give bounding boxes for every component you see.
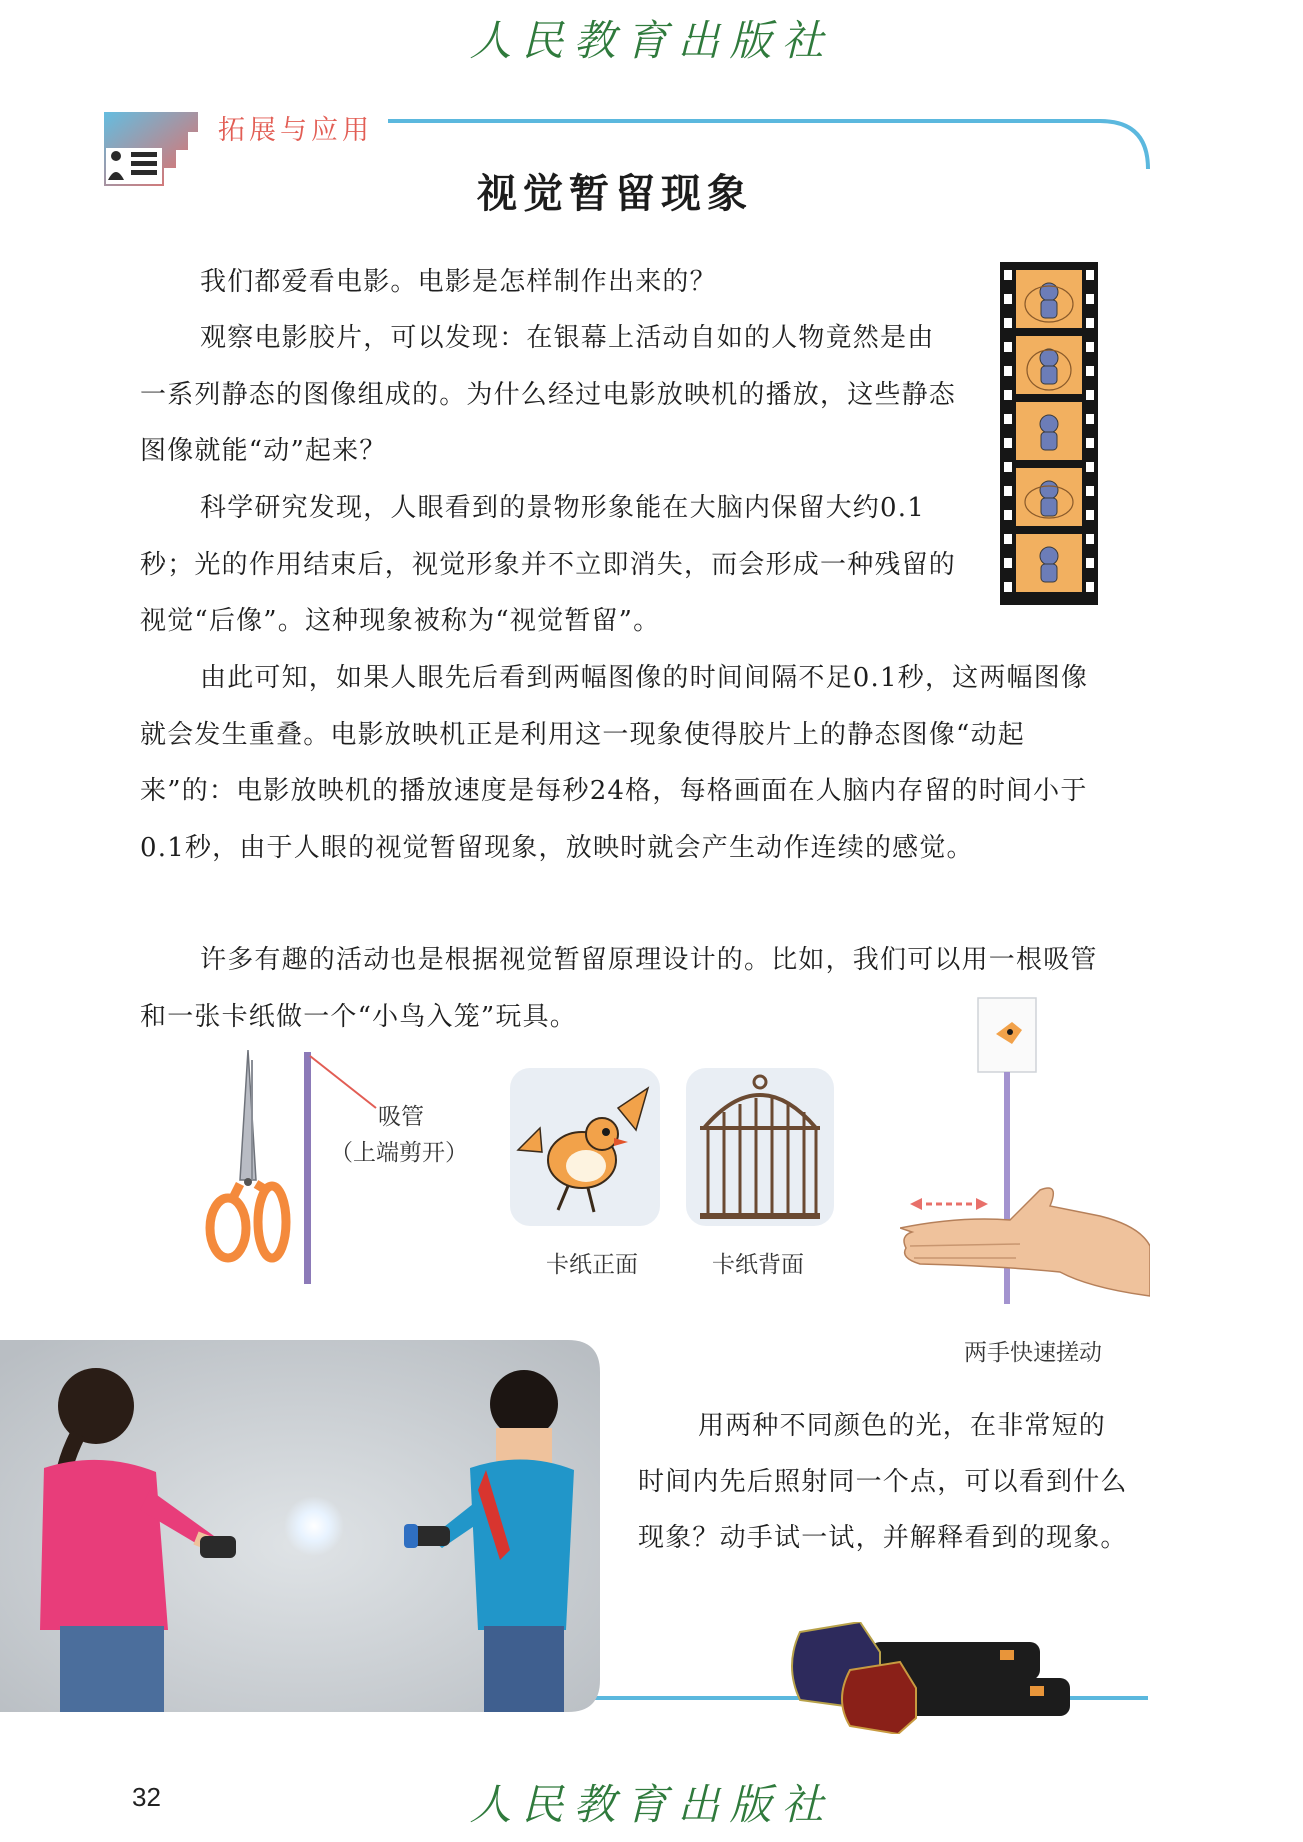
straw-illustration [296,1052,406,1292]
card-back-caption: 卡纸背面 [712,1252,804,1278]
card-front-caption: 卡纸正面 [546,1252,638,1278]
publisher-logo-top: 人民教育出版社 [469,16,834,65]
card-front-bird-illustration [510,1068,660,1226]
card-back-cage-illustration [686,1068,834,1226]
page-title: 视觉暂留现象 [477,170,753,217]
children-flashlight-photo [0,1340,600,1720]
paragraph-1: 我们都爱看电影。电影是怎样制作出来的？ [200,267,717,297]
paragraph-5: 许多有趣的活动也是根据视觉暂留原理设计的。比如，我们可以用一根吸管和一张卡纸做一个“小鸟入笼”玩具。 [140,945,1098,1032]
paragraph-6: 用两种不同颜色的光，在非常短的时间内先后照射同一个点，可以看到什么现象？动手试一试，并解释看到的现象。 [638,1411,1128,1553]
publisher-logo-bottom: 人民教育出版社 [469,1780,834,1829]
page-number: 32 [132,1782,161,1812]
hands-caption: 两手快速搓动 [964,1340,1102,1366]
section-label: 拓展与应用 [212,108,379,147]
scissors-illustration [200,1050,300,1270]
paragraph-2: 观察电影胶片，可以发现：在银幕上活动自如的人物竟然是由一系列静态的图像组成的。为什么经过电影放映机的播放，这些静态图像就能“动”起来？ [140,323,957,466]
hands-rubbing-straw-illustration [900,996,1150,1318]
straw-note-caption: （上端剪开） [330,1140,468,1166]
straw-caption: 吸管 [378,1104,424,1130]
paragraph-3: 科学研究发现，人眼看到的景物形象能在大脑内保留大约0.1秒；光的作用结束后，视觉形象并不立即消失，而会形成一种残留的视觉“后像”。这种现象被称为“视觉暂留”。 [140,493,957,636]
flashlights-illustration [790,1622,1080,1734]
film-strip-illustration [1000,262,1098,605]
paragraph-4: 由此可知，如果人眼先后看到两幅图像的时间间隔不足0.1秒，这两幅图像就会发生重叠。电影放映机正是利用这一现象使得胶片上的静态图像“动起来”的：电影放映机的播放速度是每秒24格，每格画面在人脑内存留的时间小于0.1秒，由于人眼的视觉暂留现象，放映时就会产生动作连续的感觉。 [140,663,1089,863]
